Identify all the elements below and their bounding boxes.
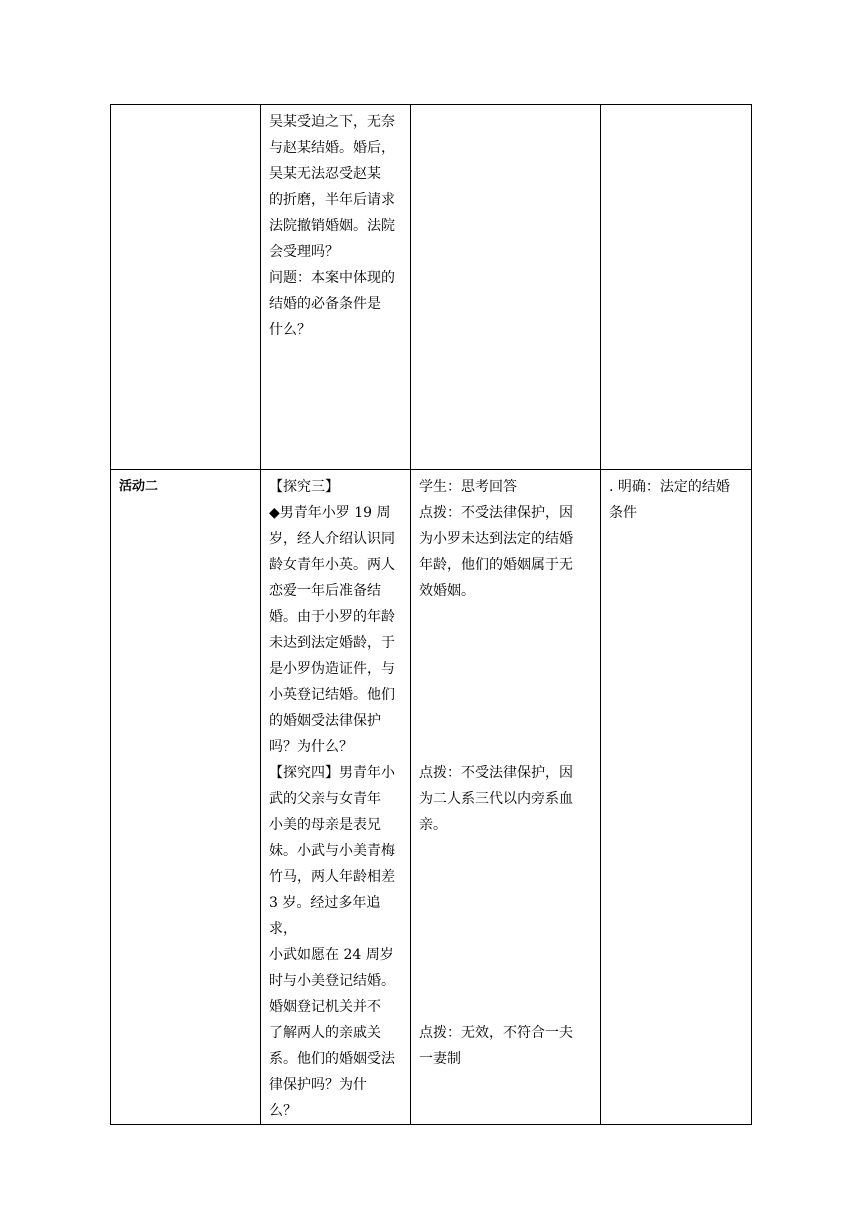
case-line: 小英登记结婚。他们 <box>269 687 395 703</box>
guidance-line: 亲。 <box>419 817 447 833</box>
guidance-line: 点拨：无效，不符合一夫 <box>419 1025 573 1041</box>
case-line: 么？ <box>269 1103 297 1119</box>
case-line: 吴某无法忍受赵某 <box>269 166 381 182</box>
case-line: 与赵某结婚。婚后， <box>269 140 395 156</box>
case-line: 婚姻登记机关并不 <box>269 999 381 1015</box>
case-line: 小美的母亲是表兄 <box>269 817 381 833</box>
objective-line: . 明确：法定的结婚 <box>609 479 730 495</box>
question-line: 结婚的必备条件是 <box>269 296 381 312</box>
guidance-line: 一妻制 <box>419 1051 461 1067</box>
activity-title: 活动二 <box>119 479 159 494</box>
case-cell <box>261 105 411 470</box>
guidance-line: 点拨：不受法律保护，因 <box>419 505 573 521</box>
case-line: 了解两人的亲戚关 <box>269 1025 381 1041</box>
guidance-cell <box>411 105 601 470</box>
case-line: 吗？为什么？ <box>269 739 353 755</box>
case-line: 未达到法定婚龄，于 <box>269 635 395 651</box>
objective-line: 条件 <box>609 505 637 521</box>
case-line: 法院撤销婚姻。法院 <box>269 218 395 234</box>
case-line: 律保护吗？为什 <box>269 1077 367 1093</box>
case-line: 时与小美登记结婚。 <box>269 973 395 989</box>
case-line: 岁，经人介绍认识同 <box>269 531 395 547</box>
guidance-line: 学生：思考回答 <box>419 479 517 495</box>
case-line: 会受理吗？ <box>269 244 339 260</box>
case-line: ◆男青年小罗 19 周 <box>269 505 391 521</box>
case-line: 的婚姻受法律保护 <box>269 713 381 729</box>
question-line: 问题：本案中体现的 <box>269 270 395 286</box>
table-row <box>111 470 752 1125</box>
guidance-line: 点拨：不受法律保护，因 <box>419 765 573 781</box>
table-row <box>111 105 752 470</box>
activity-cell <box>111 105 261 470</box>
activity-cell <box>111 470 261 1125</box>
case-line: 是小罗伪造证件，与 <box>269 661 395 677</box>
objective-cell <box>601 470 752 1125</box>
guidance-line: 为小罗未达到法定的结婚 <box>419 531 573 547</box>
guidance-line: 年龄，他们的婚姻属于无 <box>419 557 573 573</box>
case-line: 的折磨，半年后请求 <box>269 192 395 208</box>
guidance-cell <box>411 470 601 1125</box>
question-line: 什么？ <box>269 322 311 338</box>
case-line: 【探究三】 <box>269 479 339 495</box>
case-line: 龄女青年小英。两人 <box>269 557 395 573</box>
case-line: 吴某受迫之下，无奈 <box>269 114 395 130</box>
case-line: 3 岁。经过多年追求， <box>269 895 381 937</box>
case-line: 婚。由于小罗的年龄 <box>269 609 395 625</box>
case-line: 竹马，两人年龄相差 <box>269 869 395 885</box>
case-line: 小武如愿在 24 周岁 <box>269 947 394 963</box>
objective-cell <box>601 105 752 470</box>
case-line: 妹。小武与小美青梅 <box>269 843 395 859</box>
case-line: 【探究四】男青年小 <box>269 765 395 781</box>
lesson-table <box>110 104 752 1125</box>
case-line: 系。他们的婚姻受法 <box>269 1051 395 1067</box>
case-line: 武的父亲与女青年 <box>269 791 381 807</box>
guidance-line: 效婚姻。 <box>419 583 475 599</box>
case-line: 恋爱一年后准备结 <box>269 583 381 599</box>
guidance-line: 为二人系三代以内旁系血 <box>419 791 573 807</box>
case-cell <box>261 470 411 1125</box>
